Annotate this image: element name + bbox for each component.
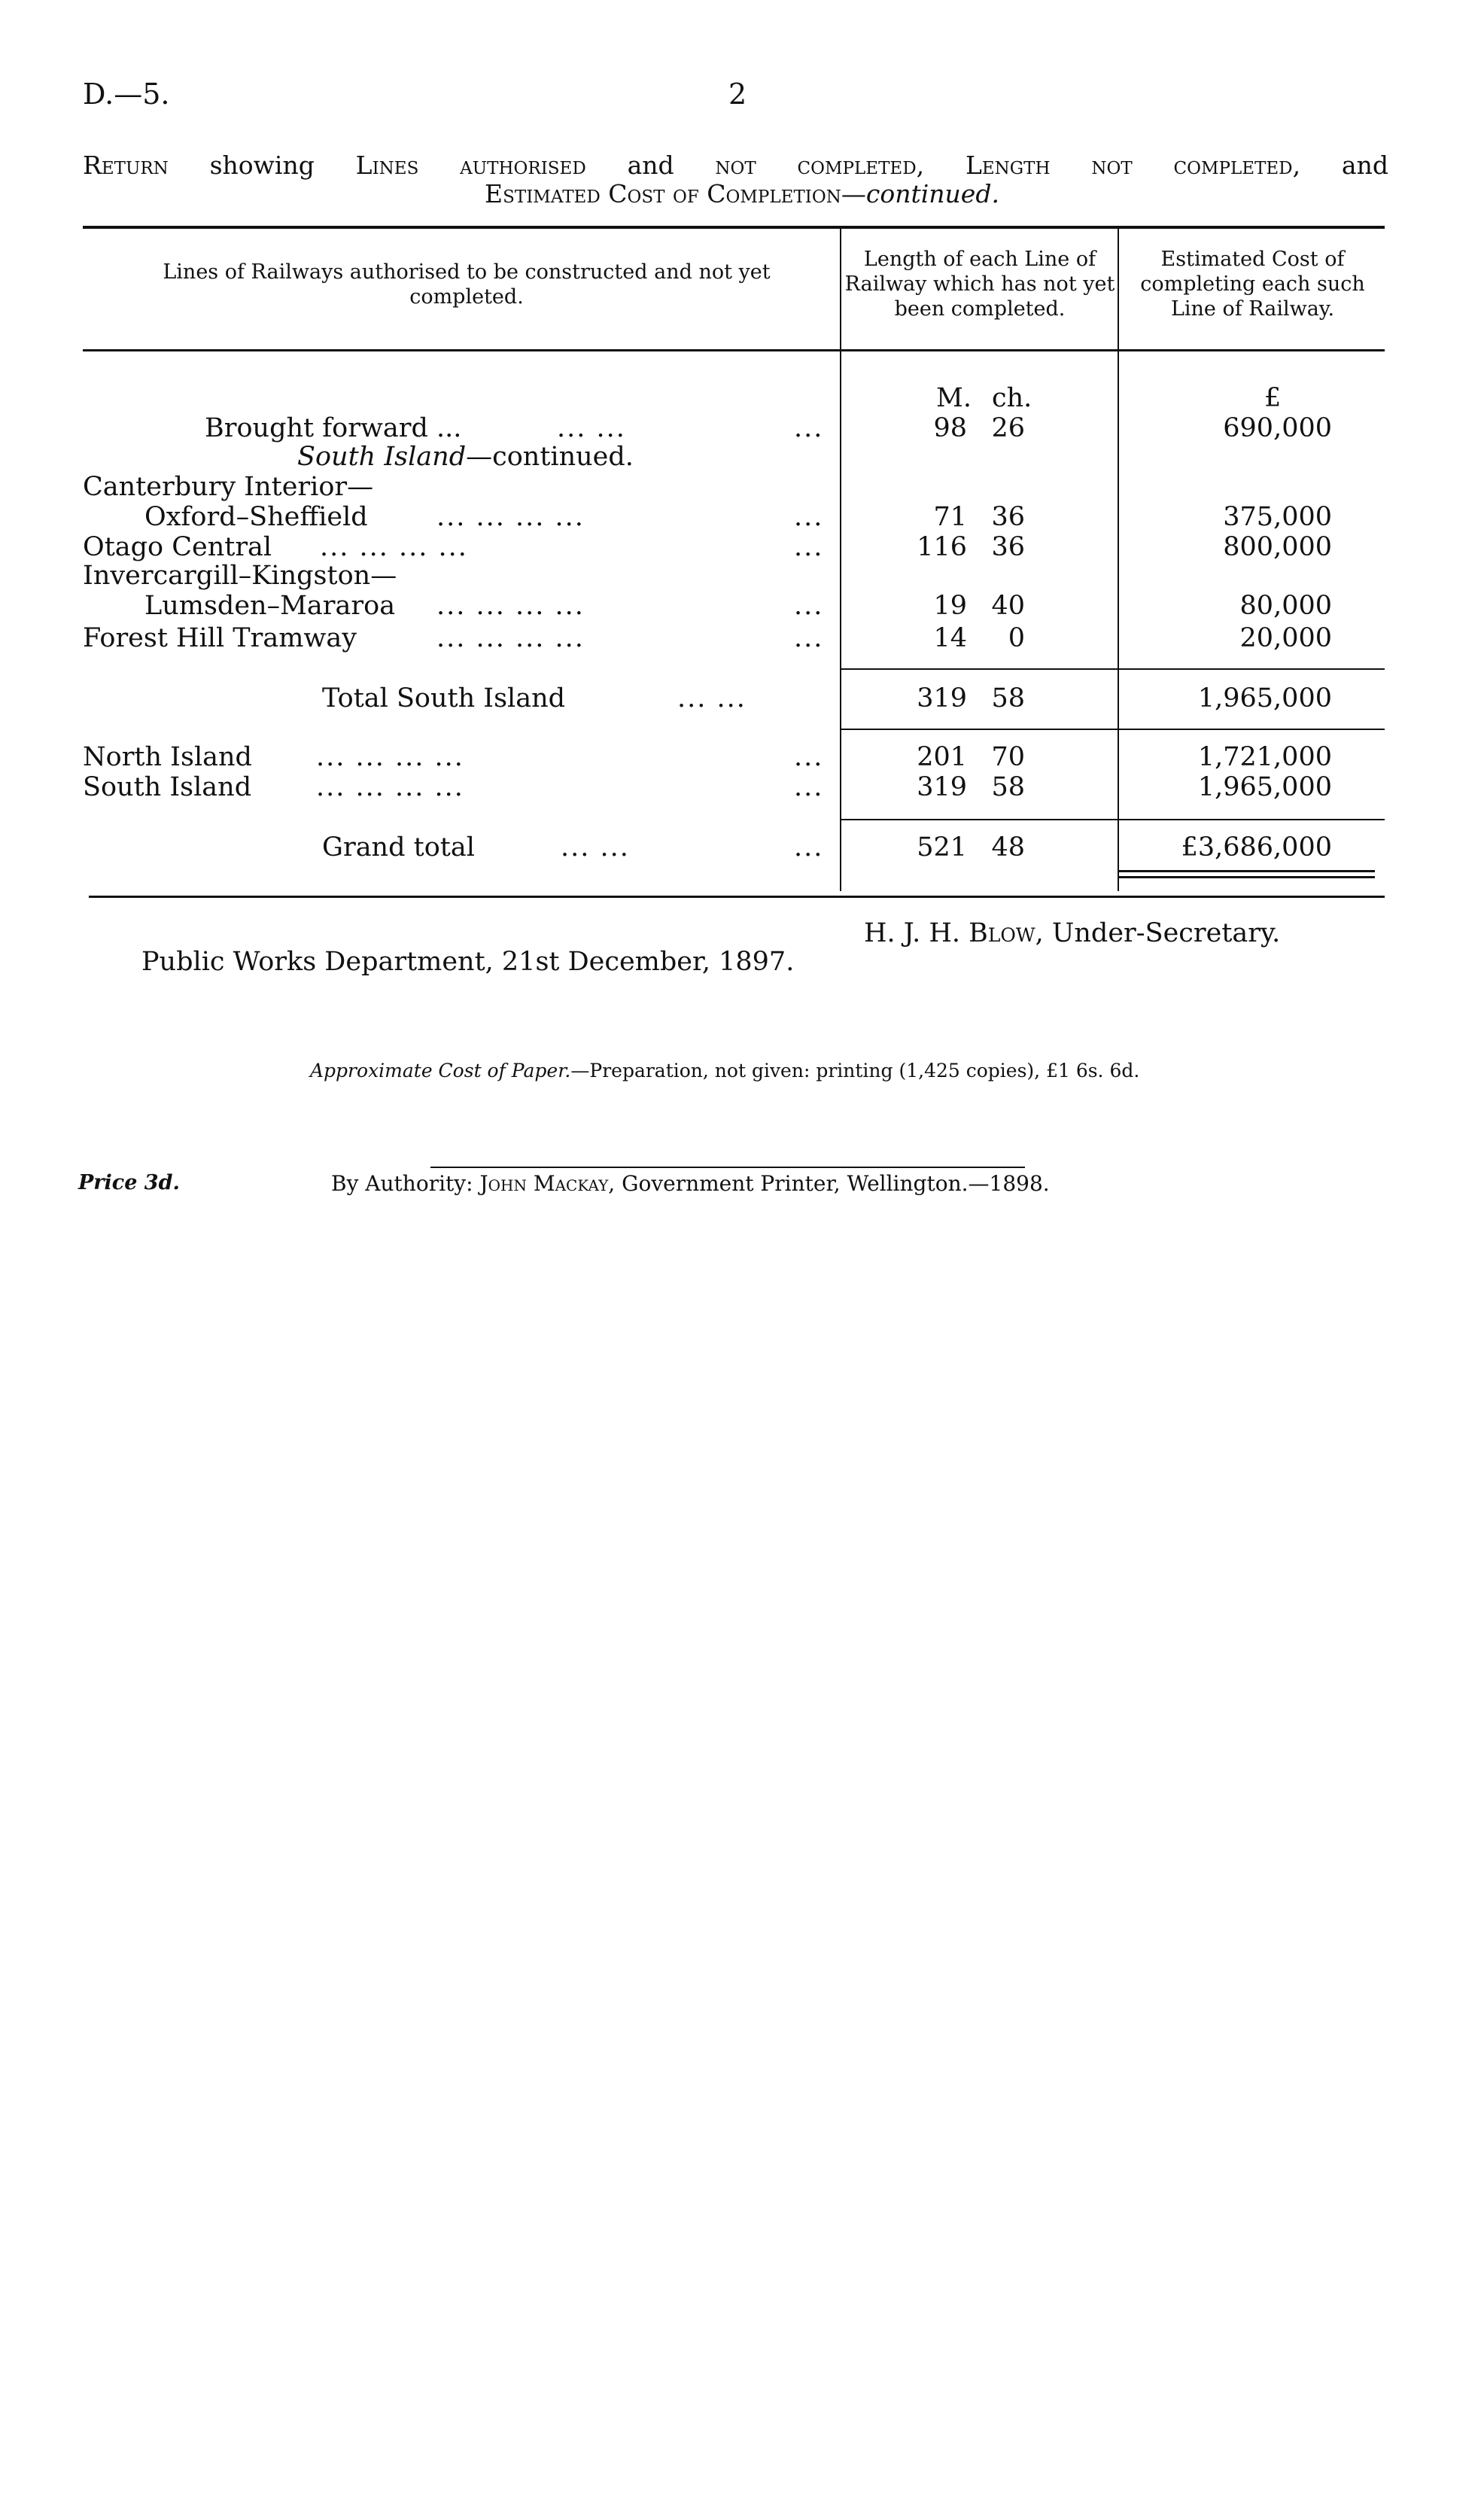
cost-note: Approximate Cost of Paper.—Preparation, not given: printing (1,425 copies), £1 6s. 6d. (310, 1060, 1140, 1082)
table-bottom-rule (89, 896, 1385, 898)
footer-rule (430, 1167, 1025, 1168)
subtotal-rule (841, 668, 1385, 670)
document-page: D.—5. 2 Return showing Lines authorised and not completed, Length not completed, and Estimated Cost of Completion—continued. Lines of Railways authorised to be constructed and not yet completed. Length of each Line of Railway which has not yet been completed. Estimated Cost of completing each such Line of Railway. M. ch. £ Brought forward ... ... ... ... 98 26 690,000 South Island—continued. Canterbury Interior— Oxford–Sheffield ... ... ... ... ... 71 36 375,000 Otago Central ... ... ... ... ... 116 36 800,000 Invercargill–Kingston— Lumsden–Mararoa ... ... ... ... ... 19 40 80,000 Forest Hill Tramway ... ... ... ... ... 14 0 20,000 Total South Island ... ... 319 58 1,965,000 North Island ... ... ... ... ... 201 70 1,721,000 South Island ... ... ... ... ... 319 58 1,965,000 Grand total ... ... ... 521 48 £3,686,000 H. J. H. Blow, Under-Secretary. Public Works Department, 21st December, 1897. Approximate Cost of Paper.—Preparation, not given: printing (1,425 copies), £1 6s. 6d. Price 3d. By Authority: John Mackay, Government Printer, Wellington.—1898. (0, 0, 1484, 2516)
title-line-1: Return showing Lines authorised and not completed, Length not completed, and (83, 151, 1388, 180)
doc-ref: D.—5. (83, 78, 170, 111)
header-bottom-rule (83, 349, 1385, 351)
unit-pound: £ (1264, 383, 1282, 413)
unit-chains: ch. (992, 383, 1032, 413)
double-rule-bottom (1119, 876, 1375, 878)
table-top-rule (83, 226, 1385, 229)
double-rule-top (1119, 870, 1375, 872)
group-heading: Canterbury Interior— (83, 472, 374, 502)
total-rule (841, 729, 1385, 730)
col-header-length: Length of each Line of Railway which has not yet been completed. (844, 248, 1115, 321)
price: Price 3d. (78, 1171, 180, 1194)
department-line: Public Works Department, 21st December, 1897. (141, 947, 795, 977)
col-divider-1 (840, 229, 841, 891)
col-header-lines: Lines of Railways authorised to be constructed and not yet completed. (163, 260, 771, 309)
grand-total-rule (841, 819, 1385, 820)
section-heading: South Island—continued. (297, 442, 634, 472)
col-divider-2 (1118, 229, 1119, 891)
page-number: 2 (728, 78, 747, 111)
col-header-cost: Estimated Cost of completing each such Line of Railway. (1140, 248, 1365, 321)
unit-miles: M. (936, 383, 972, 413)
title-line-2: Estimated Cost of Completion—continued. (485, 179, 999, 208)
imprint: By Authority: John Mackay, Government Printer, Wellington.—1898. (331, 1171, 1050, 1196)
signature: H. J. H. Blow, Under-Secretary. (864, 918, 1281, 948)
group-heading: Invercargill–Kingston— (83, 561, 397, 591)
